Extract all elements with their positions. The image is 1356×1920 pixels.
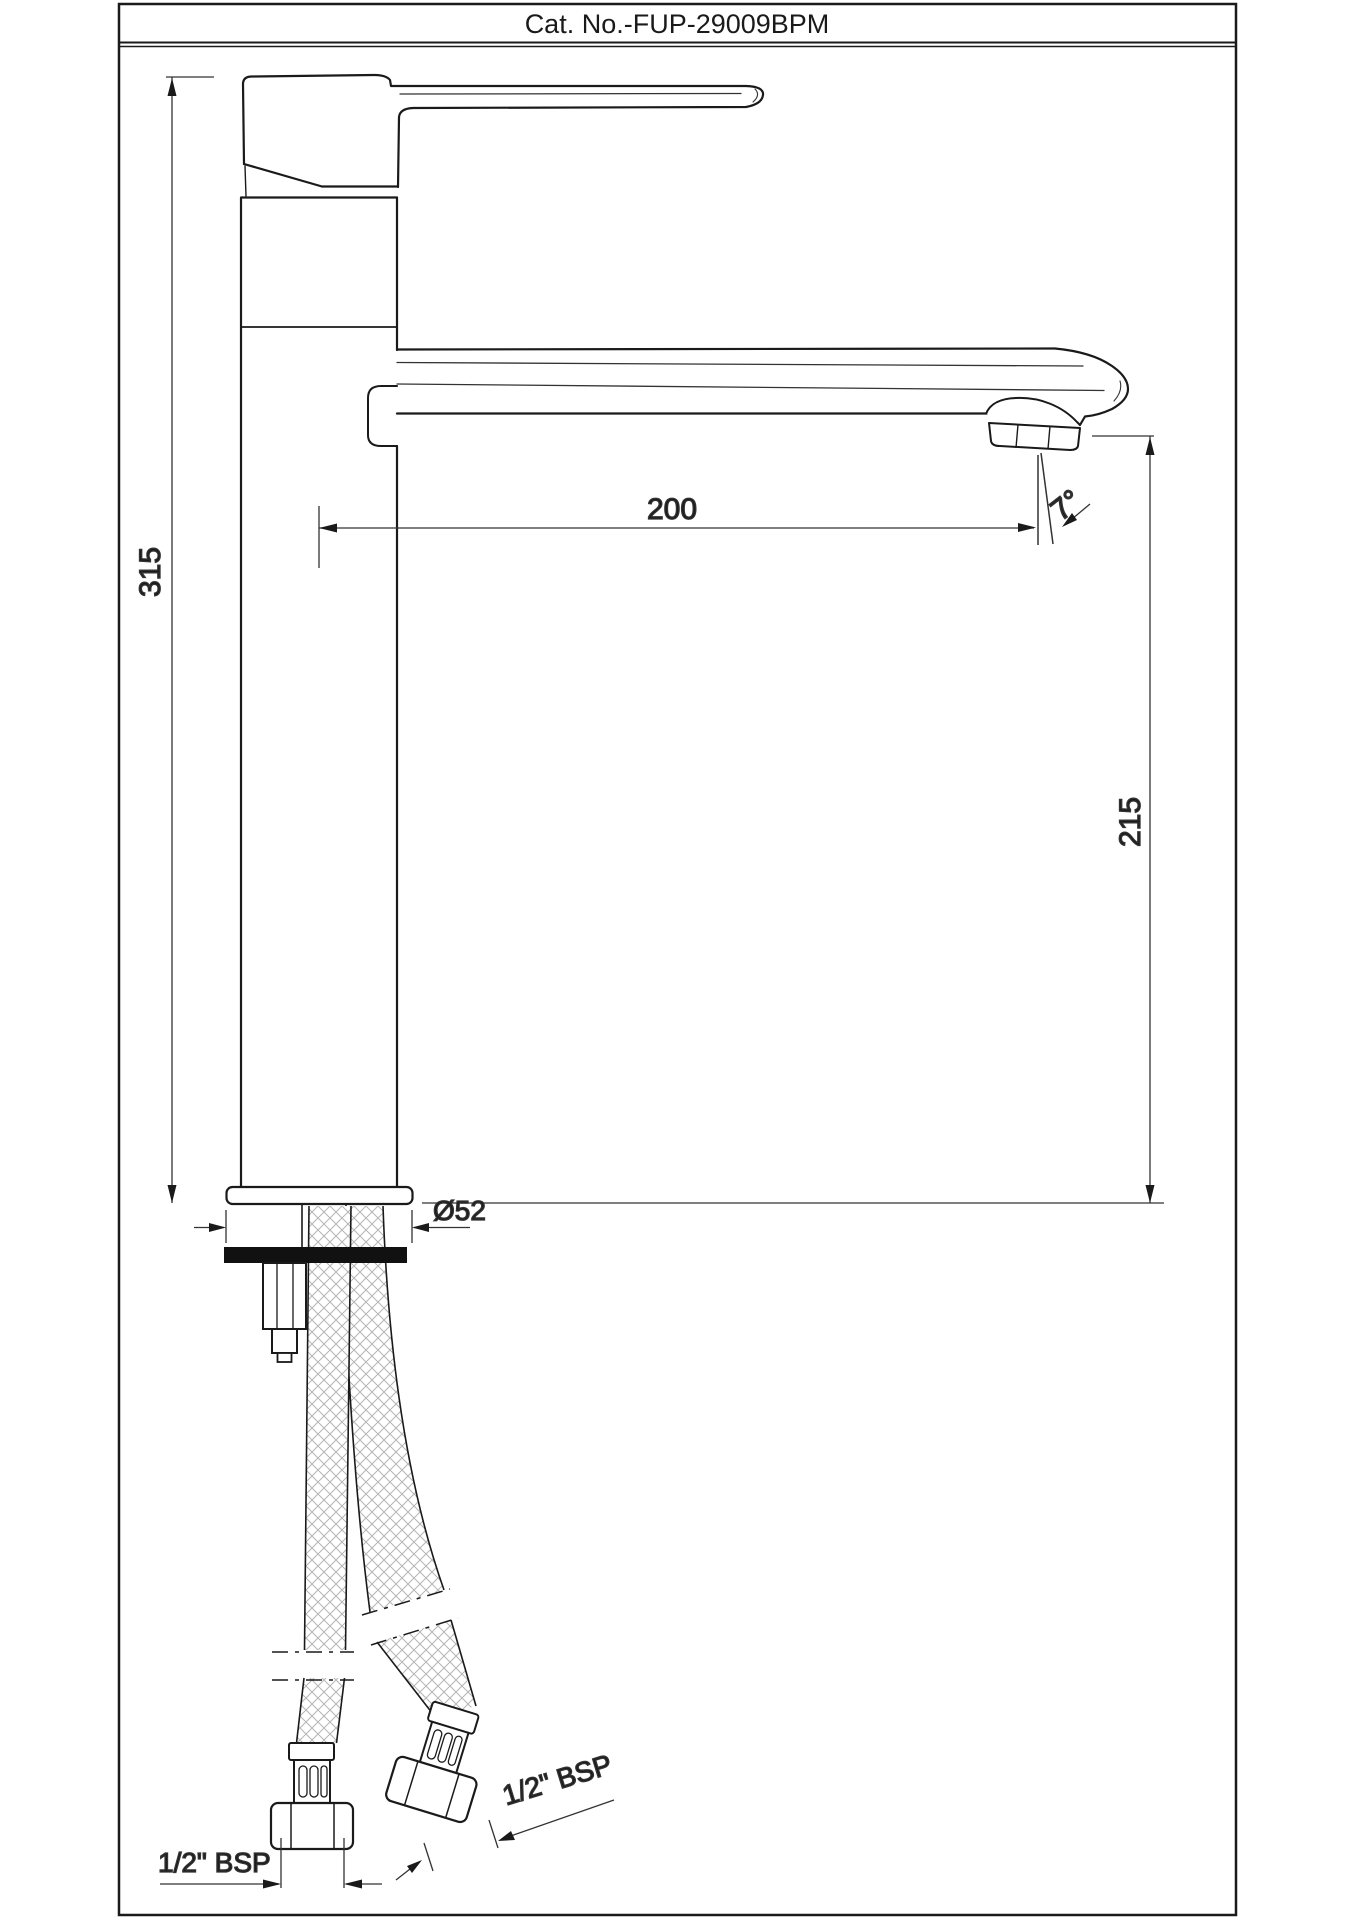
drawing-frame	[119, 4, 1236, 1915]
base-plate	[227, 1187, 413, 1204]
dim-outlet-height	[422, 436, 1164, 1203]
arrowhead-left	[412, 1223, 429, 1232]
dim-inlet-left-label: 1/2" BSP	[158, 1847, 271, 1878]
dim-spout-angle	[1038, 453, 1090, 545]
dim-base-diameter-label: Ø52	[433, 1195, 486, 1226]
arrowhead-right	[263, 1880, 281, 1889]
faucet-body	[241, 198, 397, 1188]
handle-lever	[242, 75, 764, 198]
hose-nut-right	[384, 1696, 496, 1824]
arrowhead-right	[1018, 523, 1036, 532]
arrowhead-down	[1146, 1185, 1155, 1203]
rubber-washer	[224, 1247, 407, 1263]
arrowhead-right	[209, 1223, 226, 1232]
dim-overall-height-label: 315	[134, 546, 167, 598]
arrowhead-down	[168, 1185, 177, 1203]
supply-hose-right	[341, 1206, 496, 1824]
dim-spout-angle-label: 7°	[1044, 483, 1088, 528]
arrowhead-left	[344, 1880, 362, 1889]
spout-junction	[368, 386, 397, 446]
arrowhead-up	[1146, 437, 1155, 455]
hose-nut-left	[271, 1743, 353, 1849]
aerator	[986, 398, 1080, 450]
arrowhead-lower-left	[498, 1831, 515, 1841]
dim-overall-height	[134, 77, 214, 1203]
arrowhead-upper-right	[407, 1860, 422, 1873]
dim-inlet-right-label: 1/2" BSP	[498, 1748, 616, 1812]
arrowhead-left	[319, 524, 337, 533]
title-block	[525, 9, 830, 39]
dim-outlet-height-label: 215	[1114, 796, 1147, 848]
catalogue-number-label: Cat. No.-FUP-29009BPM	[524, 9, 830, 39]
mounting-nut	[263, 1263, 306, 1362]
dim-spout-reach-label: 200	[646, 493, 698, 526]
arrowhead-up	[168, 78, 177, 96]
dim-spout-reach	[319, 493, 1036, 568]
